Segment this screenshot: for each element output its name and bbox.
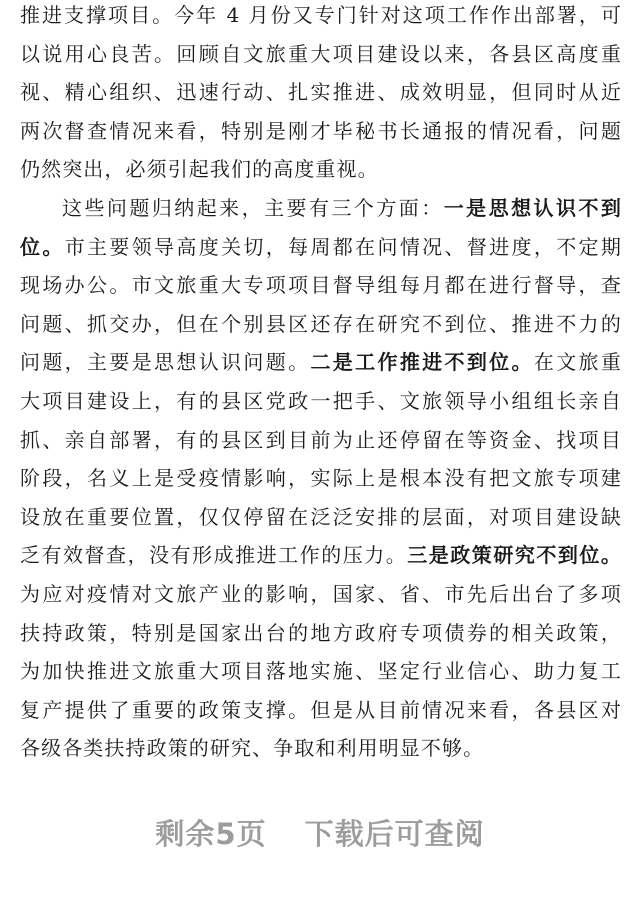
text-line xyxy=(20,112,622,151)
body-text: 问题、抓交办，但在个别县区还存在研究不到位、推进不力的 xyxy=(20,311,622,336)
bold-heading-text: 二是工作推进不到位。 xyxy=(310,350,534,375)
text-line xyxy=(20,189,622,228)
text-line xyxy=(20,228,622,267)
body-text: 为应对疫情对文旅产业的影响，国家、省、市先后出台了多项 xyxy=(20,581,622,606)
body-text: 复产提供了重要的政策支撑。但是从目前情况来看，各县区对 xyxy=(20,697,622,722)
body-text: 设放在重要位置，仅仅停留在泛泛安排的层面，对项目建设缺 xyxy=(20,504,622,529)
body-text: 抓、亲自部署，有的县区到目前为止还停留在等资金、找项目 xyxy=(20,427,622,452)
body-text: 视、精心组织、迅速行动、扎实推进、成效明显，但同时从近 xyxy=(20,80,622,105)
bold-heading-text: 一是思想认识不到 xyxy=(443,195,622,220)
text-line xyxy=(20,35,622,74)
body-text: 在文旅重 xyxy=(533,350,622,375)
bold-heading-text: 三是政策研究不到位。 xyxy=(407,543,622,568)
document-body xyxy=(20,0,622,768)
download-prompt-label[interactable]: 下载后可查阅 xyxy=(304,817,485,851)
text-line xyxy=(20,305,622,344)
text-line xyxy=(20,421,622,460)
text-line xyxy=(20,652,622,691)
text-line xyxy=(20,729,622,768)
text-line xyxy=(20,150,622,189)
body-text: 阶段，名义上是受疫情影响，实际上是根本没有把文旅专项建 xyxy=(20,466,622,491)
text-line xyxy=(20,536,622,575)
body-text: 这些问题归纳起来，主要有三个方面： xyxy=(62,195,444,220)
text-line xyxy=(20,382,622,421)
bold-heading-text: 位。 xyxy=(20,234,65,259)
text-line xyxy=(20,343,622,382)
body-text: 现场办公。市文旅重大专项项目督导组每月都在进行督导，查 xyxy=(20,273,622,298)
body-text: 两次督查情况来看，特别是刚才毕秘书长通报的情况看，问题 xyxy=(20,118,622,143)
remaining-pages-label: 剩余5页 xyxy=(155,817,267,851)
text-line xyxy=(20,73,622,112)
body-text: 市主要领导高度关切，每周都在问情况、督进度，不定期 xyxy=(64,234,622,259)
text-line xyxy=(20,498,622,537)
body-text: 推进支撑项目。今年 4 月份又专门针对这项工作作出部署，可 xyxy=(20,3,622,27)
text-line xyxy=(20,459,622,498)
body-text: 以说用心良苦。回顾自文旅重大项目建设以来，各县区高度重 xyxy=(20,41,622,66)
text-line xyxy=(20,0,622,35)
text-line xyxy=(20,691,622,730)
text-line xyxy=(20,266,622,305)
text-line xyxy=(20,614,622,653)
body-text: 各级各类扶持政策的研究、争取和利用明显不够。 xyxy=(20,736,485,761)
body-text: 仍然突出，必须引起我们的高度重视。 xyxy=(20,157,379,182)
download-banner[interactable] xyxy=(0,812,640,853)
text-line xyxy=(20,575,622,614)
body-text: 问题，主要是思想认识问题。 xyxy=(20,350,311,375)
body-text: 乏有效督查，没有形成推进工作的压力。 xyxy=(20,543,408,568)
body-text: 扶持政策，特别是国家出台的地方政府专项债券的相关政策， xyxy=(20,620,622,645)
body-text: 为加快推进文旅重大项目落地实施、坚定行业信心、助力复工 xyxy=(20,659,622,684)
body-text: 大项目建设上，有的县区党政一把手、文旅领导小组组长亲自 xyxy=(20,388,622,413)
